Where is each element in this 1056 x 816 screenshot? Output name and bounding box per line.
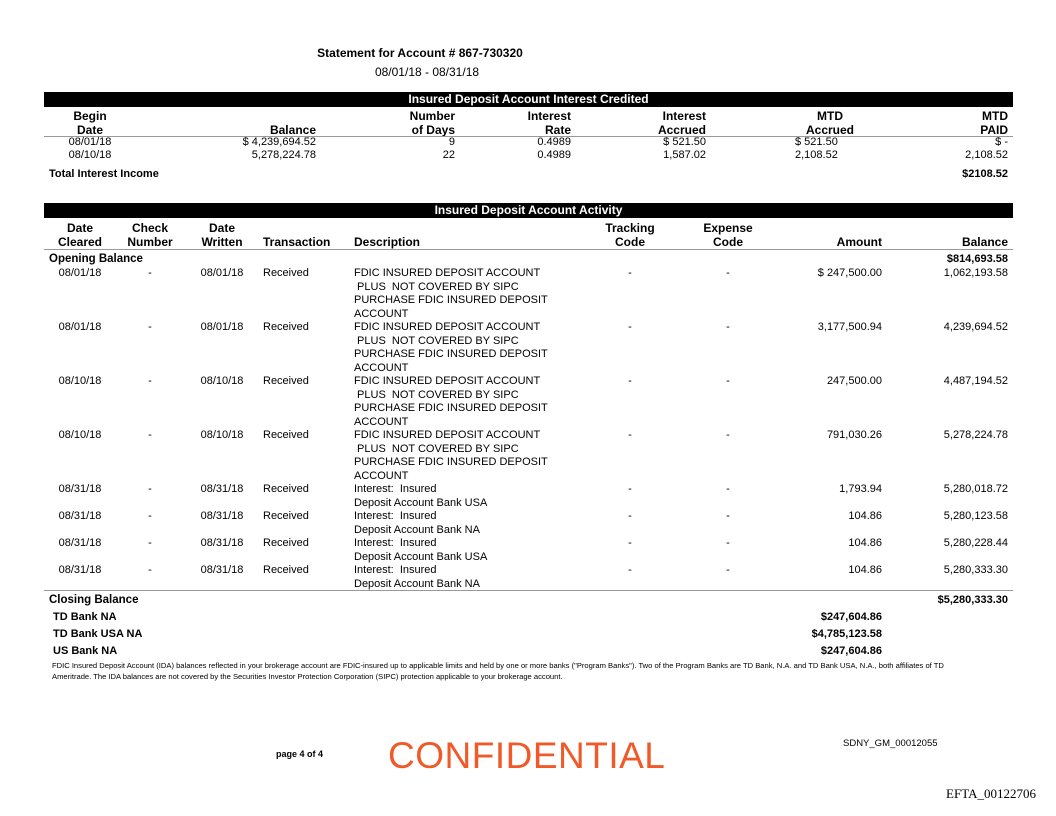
closing-balance-value: $5,280,333.30	[937, 594, 1008, 606]
total-interest-label: Total Interest Income	[49, 168, 159, 180]
efta-number: EFTA_00122706	[946, 786, 1036, 801]
col-num-days: Number of Days	[409, 109, 455, 137]
col-balance: Balance	[269, 123, 316, 137]
col-interest-accrued: Interest Accrued	[657, 109, 706, 137]
col-balance: Balance	[961, 235, 1008, 249]
page-number: page 4 of 4	[276, 749, 324, 759]
col-mtd-accrued: MTD Accrued	[805, 109, 855, 137]
activity-section-title: Insured Deposit Account Activity	[44, 203, 1013, 218]
col-amount: Amount	[836, 235, 882, 249]
closing-balance-label: Closing Balance	[49, 594, 139, 606]
closing-rule	[44, 590, 1013, 591]
col-description: Description	[354, 235, 421, 249]
col-interest-rate: Interest Rate	[527, 109, 571, 137]
statement-period: 08/01/18 - 08/31/18	[374, 65, 480, 79]
bates-number: SDNY_GM_00012055	[843, 738, 938, 749]
col-expense-code: Expense Code	[703, 221, 753, 249]
col-check-number: Check Number	[127, 221, 173, 249]
col-date-cleared: Date Cleared	[57, 221, 103, 249]
interest-section-title: Insured Deposit Account Interest Credited	[44, 92, 1013, 107]
fdic-disclosure: FDIC Insured Deposit Account (IDA) balances reflected in your brokerage account are FDIC-insured up to applicable limits and held by one or more banks ("Program Banks"). Two of the Program Banks are TD Bank, N.A. and TD Bank USA, N.A., both affiliates of TD Ameritrade. The IDA balances are not covered by the Securities Investor Protection Corporation (SIPC) protection applicable to your brokerage account.	[52, 661, 944, 681]
col-mtd-paid: MTD PAID	[980, 109, 1008, 137]
opening-balance-value: $814,693.58	[946, 253, 1008, 265]
confidential-stamp: CONFIDENTIAL	[388, 735, 666, 776]
activity-header-rule	[44, 249, 1013, 250]
total-interest-value: $2108.52	[962, 168, 1008, 180]
opening-balance-label: Opening Balance	[49, 253, 143, 265]
col-tracking-code: Tracking Code	[605, 221, 655, 249]
statement-title: Statement for Account # 867-730320	[317, 46, 523, 60]
col-date-written: Date Written	[201, 221, 243, 249]
col-begin-date: Begin Date	[73, 109, 107, 137]
col-transaction: Transaction	[263, 235, 331, 249]
